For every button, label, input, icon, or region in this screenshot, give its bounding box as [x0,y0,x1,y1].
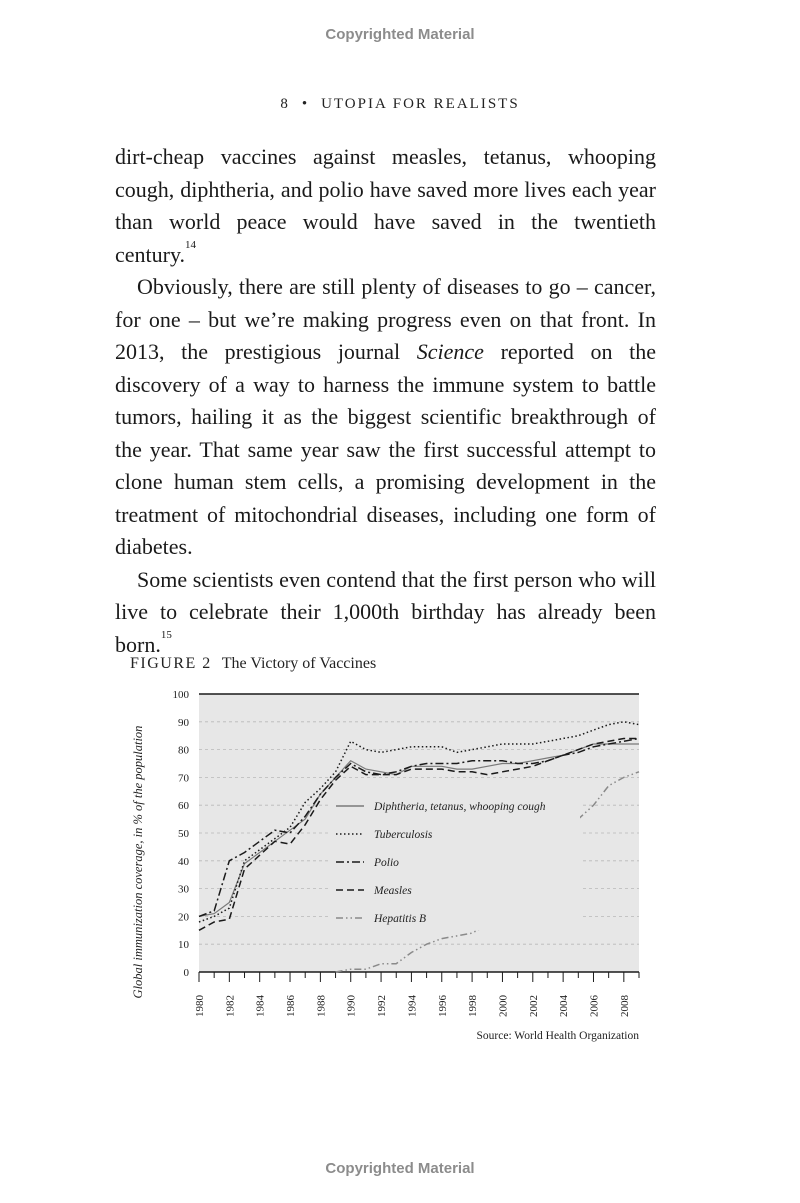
y-tick-label: 50 [178,828,189,840]
y-tick-label: 70 [178,772,189,785]
legend-label: Polio [374,857,399,869]
copyright-notice-bottom: Copyrighted Material [325,1160,475,1177]
y-tick-label: 20 [178,911,189,924]
chart-source: Source: World Health Organization [476,1030,639,1042]
x-tick-label: 1998 [467,995,480,1017]
y-tick-label: 30 [178,883,189,896]
x-tick-label: 1982 [224,995,237,1017]
figure-label: FIGURE 2 [130,655,212,672]
y-tick-label: 100 [172,689,189,701]
legend-label: Hepatitis B [374,913,427,925]
x-tick-label: 2004 [558,995,571,1017]
page-number: 8 [280,96,290,112]
x-tick-label: 1984 [254,995,267,1017]
x-tick-label: 1990 [345,995,358,1017]
x-tick-label: 2006 [588,995,601,1017]
figure-title: The Victory of Vaccines [221,655,377,672]
journal-name: Science [416,339,484,364]
legend-label: Diphtheria, tetanus, whooping cough [374,801,546,813]
legend-background [330,794,580,930]
endnote-15: 15 [160,628,172,641]
x-tick-label: 2008 [618,995,631,1017]
copyright-notice-top: Copyrighted Material [325,26,475,43]
y-tick-label: 60 [178,800,189,813]
book-title: UTOPIA FOR REALISTS [321,96,520,112]
paragraph-2-text-b: reported on the discovery of a way to harness the immune system to battle tumors, hailing it as the biggest scientific breakthrough of the year. That same year saw the first successful attempt to clone human stem cells, a promising development in the treatment of mitochondrial diseases, including one form of diabetes. [115,339,656,559]
y-tick-label: 80 [178,744,189,757]
x-tick-label: 1980 [194,995,206,1017]
legend-label: Tuberculosis [374,829,433,841]
paragraph-2-text-a: Obviously, there are still plenty of diseases to go – cancer, for one – but we’re making progress even on that front. In 2013, the prestigious journal [115,274,656,364]
x-tick-label: 2000 [497,995,510,1017]
paragraph-3-text: Some scientists even contend that the first person who will live to celebrate their 1,000th birthday has already been born. [115,566,656,657]
endnote-14: 14 [185,238,197,251]
y-tick-label: 10 [178,939,189,952]
x-tick-label: 1992 [376,995,389,1017]
y-tick-label: 0 [183,967,189,979]
legend-label: Measles [374,885,412,897]
y-axis-label: Global immunization coverage, in % of the population [131,725,145,999]
bullet-separator: • [301,96,310,112]
x-tick-label: 1986 [285,995,298,1017]
y-tick-label: 40 [178,855,189,868]
x-tick-label: 2002 [527,995,540,1017]
x-tick-label: 1994 [406,995,419,1017]
x-tick-label: 1996 [436,995,449,1017]
x-tick-label: 1988 [315,995,328,1017]
y-tick-label: 90 [178,716,189,729]
paragraph-1-text: dirt-cheap vaccines against measles, tetanus, whooping cough, diphtheria, and polio have saved more lives each year than world peace would have saved in the twentieth century. [115,144,656,267]
